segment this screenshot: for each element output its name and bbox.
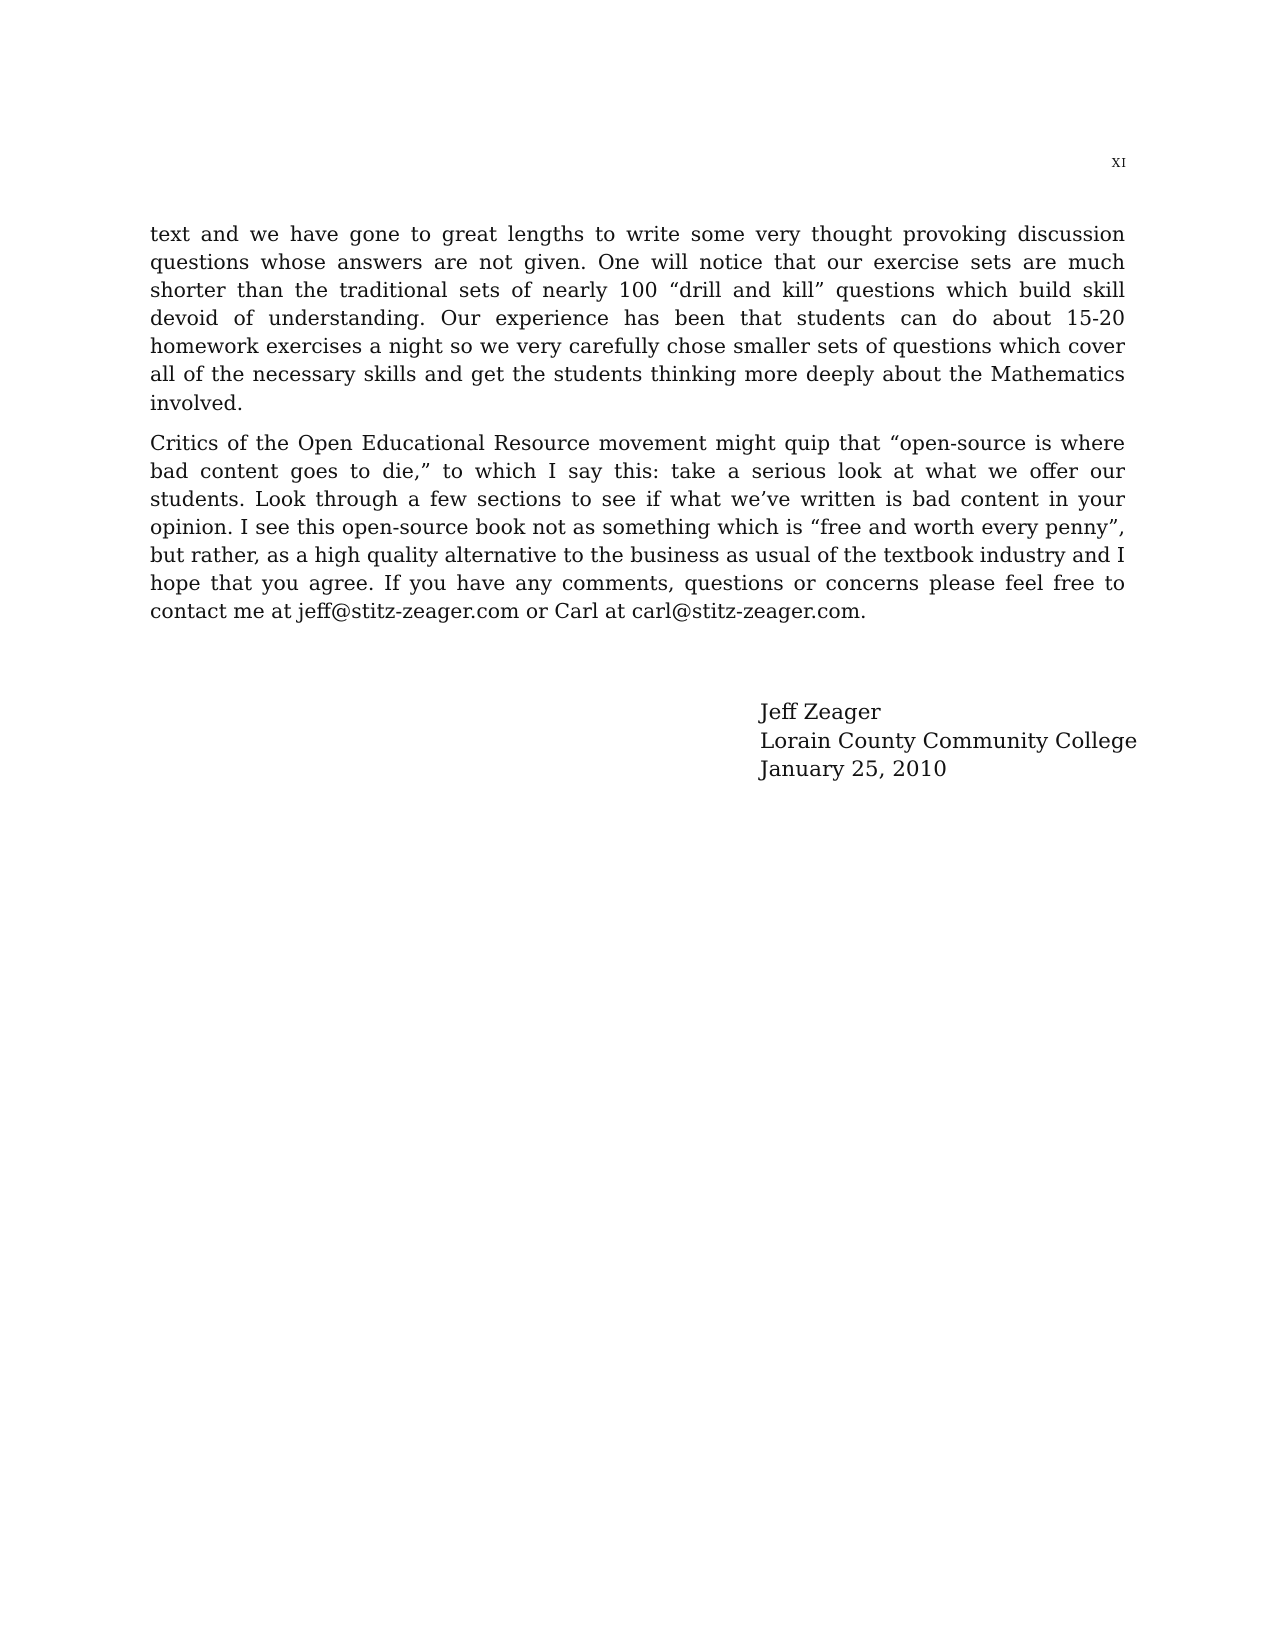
signature-name: Jeff Zeager bbox=[760, 700, 881, 725]
body-text bbox=[150, 220, 1125, 637]
signature-block bbox=[760, 699, 1137, 785]
paragraph-open-educational-resource: Critics of the Open Educational Resource movement might quip that “open-source is where bad content goes to die,” to which I say this: take a serious look at what we offer our students. Look through a few sections to see if what we’ve written is bad content in your opinion. I see this open-source book not as something which is “free and worth every penny”, but rather, as a high quality alternative to the business as usual of the textbook industry and I hope that you agree. If you have any comments, questions or concerns please feel free to contact me at jeff@stitz-zeager.com or Carl at carl@stitz-zeager.com. bbox=[150, 430, 1125, 624]
signature-institution: Lorain County Community College bbox=[760, 728, 1138, 754]
page-number: xi bbox=[1111, 152, 1127, 172]
paragraph-exercise-sets: text and we have gone to great lengths to write some very thought provoking discussion questions whose answers are not given. One will notice that our exercise sets are much shorter than the traditional sets of nearly 100 “drill and kill” questions which build skill devoid of understanding. Our experience has been that students can do about 15-20 homework exercises a night so we very carefully chose smaller sets of questions which cover all of the necessary skills and get the students thinking more deeply about the Mathematics involved. bbox=[150, 222, 1125, 415]
signature-date: January 25, 2010 bbox=[760, 757, 947, 782]
